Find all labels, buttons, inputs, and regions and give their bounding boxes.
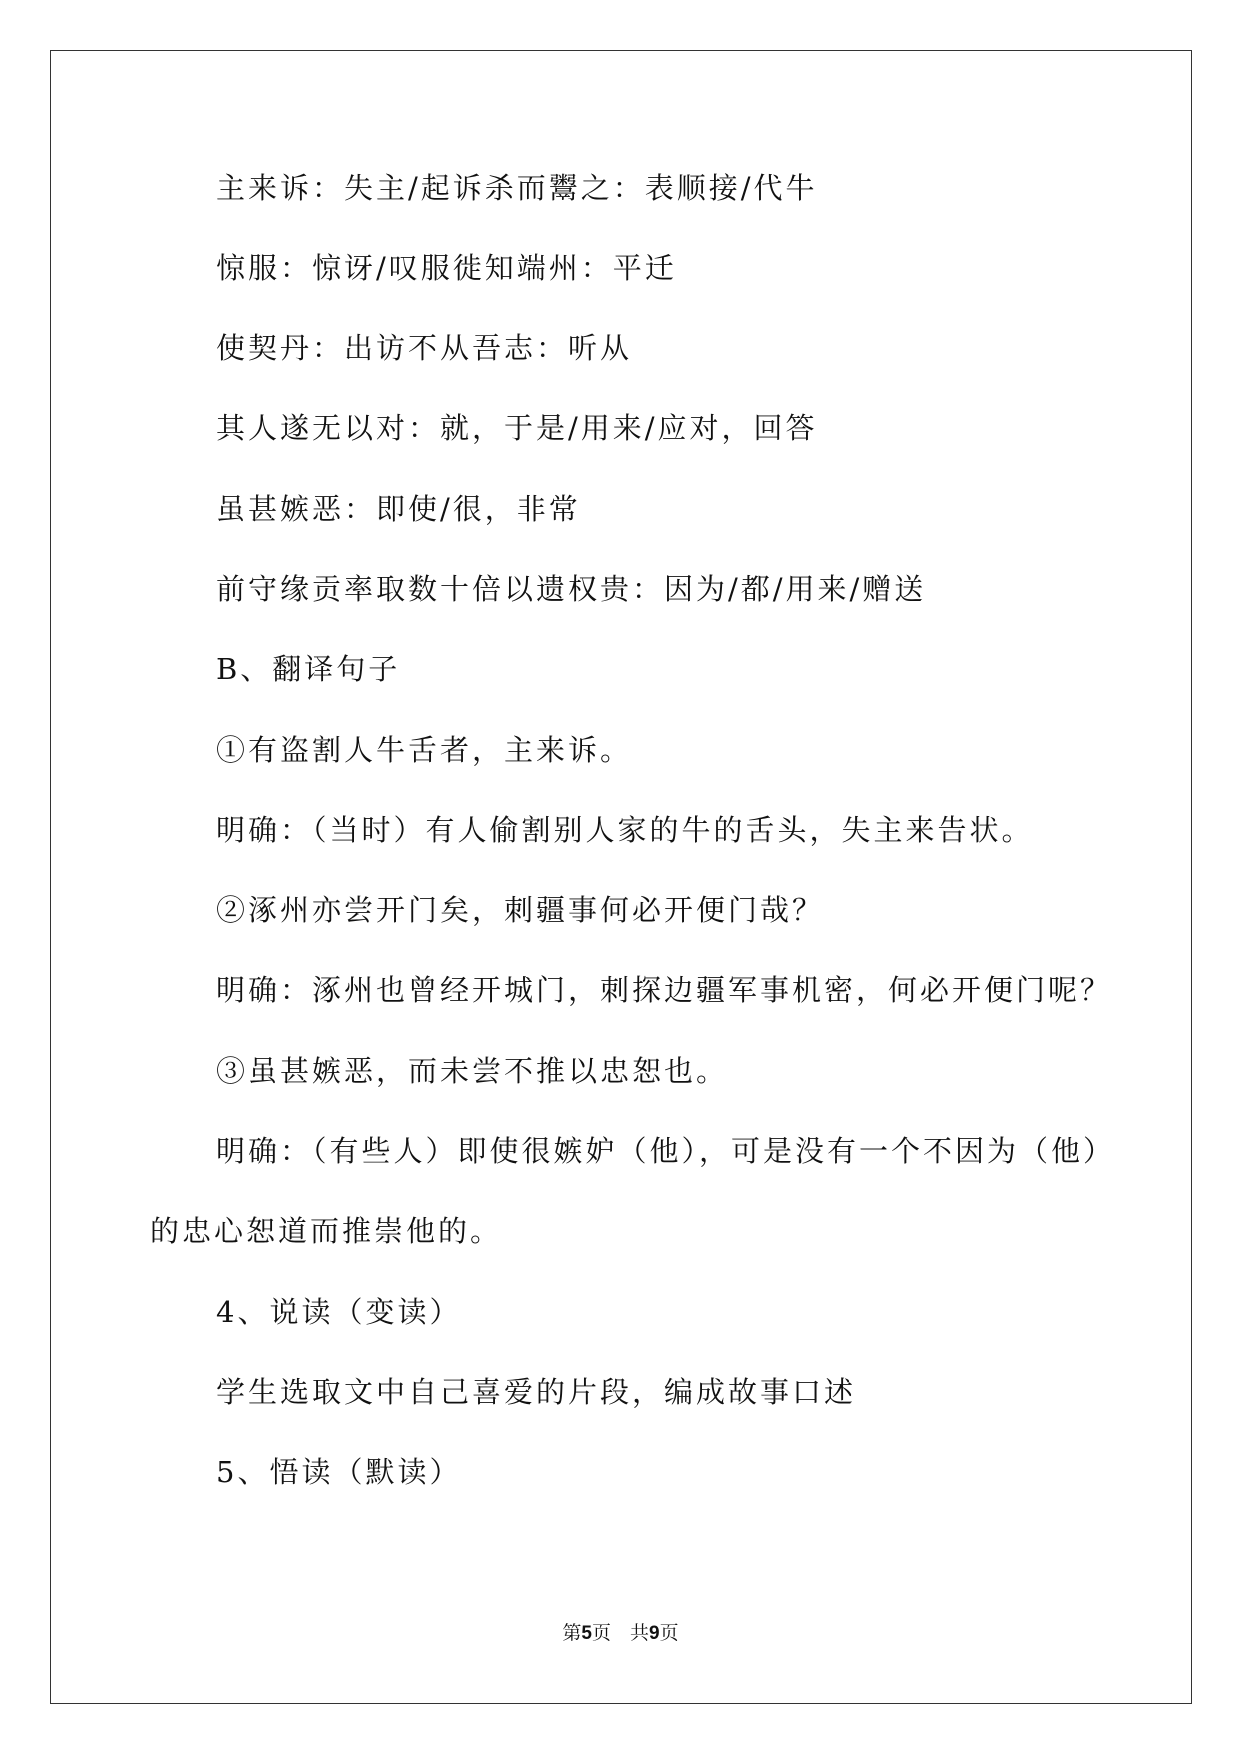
text-line: ①有盗割人牛舌者，主来诉。 — [216, 733, 633, 767]
text-line: 前守缘贡率取数十倍以遗权贵：因为/都/用来/赠送 — [216, 572, 927, 606]
section-heading: 4、说读（变读） — [216, 1295, 462, 1329]
section-heading: B、翻译句子 — [216, 652, 401, 686]
total-page-number: 9 — [649, 1623, 660, 1644]
text-line: 学生选取文中自己喜爱的片段，编成故事口述 — [216, 1375, 857, 1409]
page-footer — [0, 1620, 1241, 1647]
footer-middle: 页 共 — [591, 1622, 649, 1644]
text-line: 其人遂无以对：就，于是/用来/应对，回答 — [216, 411, 818, 445]
text-line: ③虽甚嫉恶，而未尝不推以忠恕也。 — [216, 1054, 729, 1088]
section-heading: 5、悟读（默读） — [216, 1455, 462, 1489]
text-line: 虽甚嫉恶：即使/很，非常 — [216, 492, 581, 526]
current-page-number: 5 — [581, 1623, 592, 1644]
text-line: 明确：（当时）有人偷割别人家的牛的舌头，失主来告状。 — [216, 813, 1034, 847]
text-line: 明确：涿州也曾经开城门，刺探边疆军事机密，何必开便门呢？ — [216, 973, 1113, 1007]
text-line: 使契丹：出访不从吾志：听从 — [216, 331, 633, 365]
text-line: 主来诉：失主/起诉杀而鬻之：表顺接/代牛 — [216, 171, 818, 205]
footer-suffix: 页 — [659, 1622, 679, 1644]
footer-prefix: 第 — [562, 1622, 582, 1644]
text-line: ②涿州亦尝开门矣，刺疆事何必开便门哉？ — [216, 893, 825, 927]
text-line-continuation: 的忠心恕道而推崇他的。 — [150, 1214, 503, 1248]
text-line: 惊服：惊讶/叹服徙知端州：平迁 — [216, 251, 677, 285]
text-line: 明确：（有些人）即使很嫉妒（他），可是没有一个不因为（他） — [216, 1134, 1116, 1168]
